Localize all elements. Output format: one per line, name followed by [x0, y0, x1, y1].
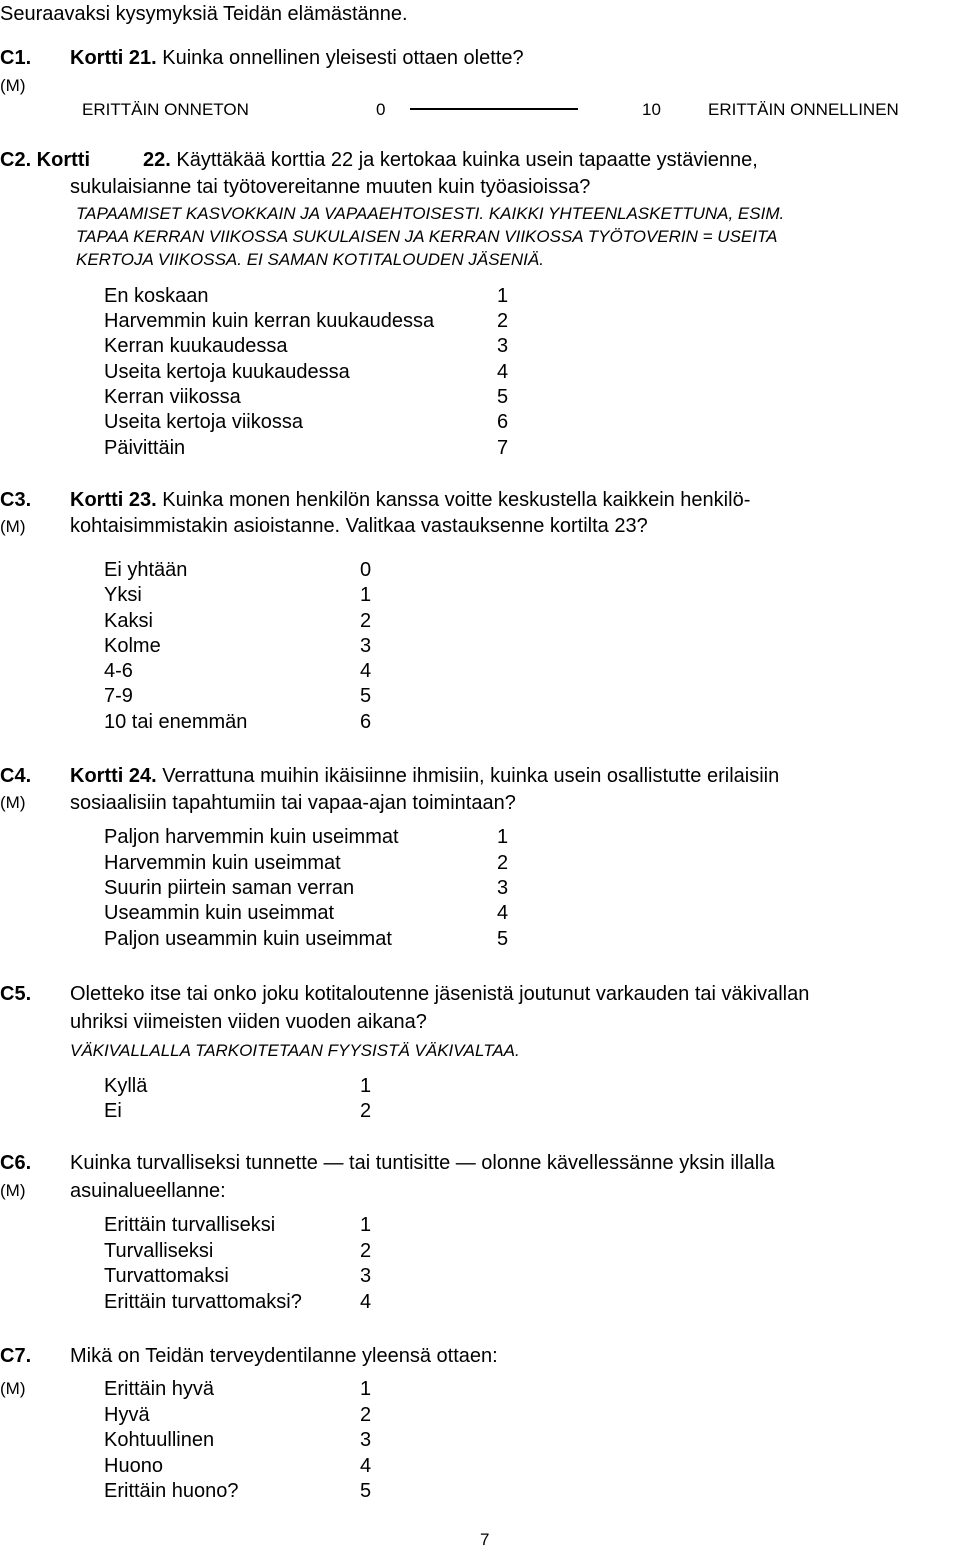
option-code: 1 — [360, 584, 372, 606]
option-code: 3 — [497, 335, 509, 357]
c2-instruction-line3: KERTOJA VIIKOSSA. EI SAMAN KOTITALOUDEN JÄSENIÄ. — [76, 250, 544, 269]
c2-question-text1: Käyttäkää korttia 22 ja kertokaa kuinka usein tapaatte ystävienne, — [170, 149, 758, 171]
option-label: Erittäin hyvä — [104, 1378, 215, 1400]
c7-number: C7. — [0, 1345, 32, 1367]
c1-scale-max: 10 — [642, 100, 661, 119]
c2-question-line1 — [143, 150, 758, 170]
option-label: Kohtuullinen — [104, 1429, 215, 1451]
option-label: Useita kertoja kuukaudessa — [104, 361, 350, 383]
intro-text: Seuraavaksi kysymyksiä Teidän elämästänne. — [0, 3, 408, 25]
c6-number: C6. — [0, 1152, 32, 1174]
option-code: 0 — [360, 559, 372, 581]
option-label: Yksi — [104, 584, 142, 606]
c4-card: Kortti 24. — [70, 765, 157, 787]
option-code: 5 — [497, 928, 509, 950]
c4-question-text1: Verrattuna muihin ikäisiinne ihmisiin, kuinka usein osallistutte erilaisiin — [156, 765, 780, 787]
option-code: 4 — [360, 1291, 372, 1313]
c4-question-line2: sosiaalisiin tapahtumiin tai vapaa-ajan toimintaan? — [70, 792, 516, 814]
option-code: 4 — [497, 361, 509, 383]
option-label: 4-6 — [104, 660, 133, 682]
option-code: 3 — [360, 1265, 372, 1287]
c2-instruction-line2: TAPAA KERRAN VIIKOSSA SUKULAISEN JA KERRAN VIIKOSSA TYÖTOVERIN = USEITA — [76, 227, 778, 246]
option-label: Kyllä — [104, 1075, 148, 1097]
option-label: 10 tai enemmän — [104, 711, 248, 733]
c1-mark: (M) — [0, 76, 26, 95]
option-label: Turvattomaksi — [104, 1265, 229, 1287]
c6-question-line1: Kuinka turvalliseksi tunnette — tai tuntisitte — olonne kävellessänne yksin illalla — [70, 1152, 775, 1174]
page-number: 7 — [480, 1530, 490, 1549]
option-code: 7 — [497, 437, 509, 459]
option-label: Harvemmin kuin useimmat — [104, 852, 341, 874]
option-code: 2 — [360, 1404, 372, 1426]
option-label: Harvemmin kuin kerran kuukaudessa — [104, 310, 435, 332]
option-label: Erittäin huono? — [104, 1480, 239, 1502]
c5-question-line2: uhriksi viimeisten viiden vuoden aikana? — [70, 1011, 427, 1033]
option-code: 2 — [360, 1100, 372, 1122]
c3-card: Kortti 23. — [70, 489, 157, 511]
option-label: Ei — [104, 1100, 122, 1122]
option-code: 2 — [360, 610, 372, 632]
c5-number: C5. — [0, 983, 32, 1005]
c5-instruction: VÄKIVALLALLA TARKOITETAAN FYYSISTÄ VÄKIVALTAA. — [70, 1041, 520, 1060]
c4-number: C4. — [0, 765, 32, 787]
c1-number: C1. — [0, 47, 32, 69]
c1-scale-min: 0 — [376, 100, 386, 119]
option-label: Paljon harvemmin kuin useimmat — [104, 826, 399, 848]
option-code: 5 — [497, 386, 509, 408]
option-code: 5 — [360, 685, 372, 707]
c3-question-text1: Kuinka monen henkilön kanssa voitte keskustella kaikkein henkilö- — [156, 489, 751, 511]
c1-card: Kortti 21. — [70, 47, 157, 69]
option-code: 6 — [497, 411, 509, 433]
option-label: Erittäin turvattomaksi? — [104, 1291, 302, 1313]
c3-question-line2: kohtaisimmistakin asioistanne. Valitkaa vastauksenne kortilta 23? — [70, 515, 648, 537]
c1-scale-right: ERITTÄIN ONNELLINEN — [708, 100, 899, 119]
option-code: 3 — [360, 1429, 372, 1451]
option-label: Kolme — [104, 635, 161, 657]
option-code: 1 — [360, 1378, 372, 1400]
option-label: Kerran kuukaudessa — [104, 335, 288, 357]
c4-question-line1 — [70, 766, 779, 786]
option-label: Päivittäin — [104, 437, 186, 459]
c3-mark: (M) — [0, 517, 26, 536]
c3-number: C3. — [0, 489, 32, 511]
option-label: Paljon useammin kuin useimmat — [104, 928, 392, 950]
c4-mark: (M) — [0, 793, 26, 812]
c5-question-line1: Oletteko itse tai onko joku kotitaloutenne jäsenistä joutunut varkauden tai väkivallan — [70, 983, 810, 1005]
c7-mark: (M) — [0, 1379, 26, 1398]
c1-scale-line — [410, 108, 578, 110]
c2-question-line2: sukulaisianne tai työtovereitanne muuten kuin työasioissa? — [70, 176, 591, 198]
option-label: Ei yhtään — [104, 559, 188, 581]
option-code: 2 — [497, 310, 509, 332]
option-label: Erittäin turvalliseksi — [104, 1214, 276, 1236]
c7-question: Mikä on Teidän terveydentilanne yleensä ottaen: — [70, 1345, 498, 1367]
option-code: 4 — [360, 1455, 372, 1477]
option-code: 3 — [497, 877, 509, 899]
c3-question-line1 — [70, 490, 750, 510]
option-label: Suurin piirtein saman verran — [104, 877, 355, 899]
option-label: En koskaan — [104, 285, 209, 307]
option-label: Useammin kuin useimmat — [104, 902, 335, 924]
option-label: Turvalliseksi — [104, 1240, 214, 1262]
c1-question-text: Kuinka onnellinen yleisesti ottaen olette? — [156, 47, 524, 69]
option-code: 1 — [360, 1214, 372, 1236]
option-label: Hyvä — [104, 1404, 150, 1426]
option-code: 6 — [360, 711, 372, 733]
option-label: Kaksi — [104, 610, 153, 632]
option-code: 2 — [497, 852, 509, 874]
c2-number: C2. Kortti — [0, 149, 90, 171]
option-code: 5 — [360, 1480, 372, 1502]
option-code: 1 — [360, 1075, 372, 1097]
c1-scale-left: ERITTÄIN ONNETON — [82, 100, 249, 119]
option-code: 2 — [360, 1240, 372, 1262]
c6-mark: (M) — [0, 1181, 26, 1200]
option-code: 1 — [497, 826, 509, 848]
c2-instruction-line1: TAPAAMISET KASVOKKAIN JA VAPAAEHTOISESTI. KAIKKI YHTEENLASKETTUNA, ESIM. — [76, 204, 785, 223]
c2-card-number: 22. — [143, 149, 171, 171]
option-label: Useita kertoja viikossa — [104, 411, 303, 433]
option-code: 4 — [497, 902, 509, 924]
option-code: 4 — [360, 660, 372, 682]
option-label: 7-9 — [104, 685, 133, 707]
c1-question — [70, 48, 524, 68]
option-label: Kerran viikossa — [104, 386, 241, 408]
option-label: Huono — [104, 1455, 163, 1477]
c6-question-line2: asuinalueellanne: — [70, 1180, 226, 1202]
option-code: 1 — [497, 285, 509, 307]
option-code: 3 — [360, 635, 372, 657]
